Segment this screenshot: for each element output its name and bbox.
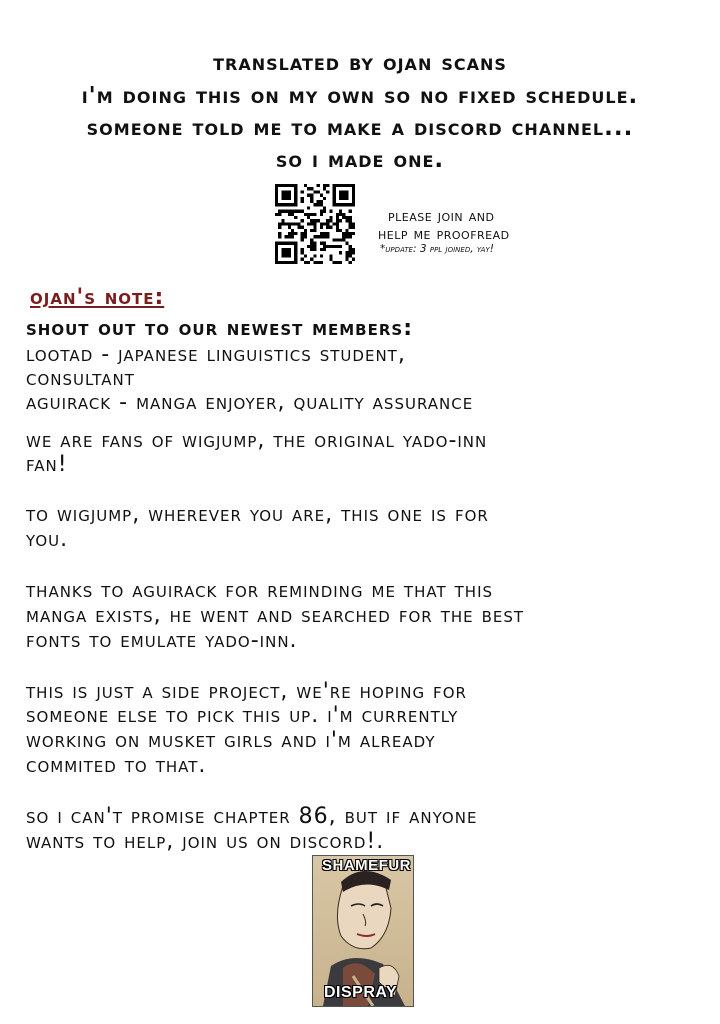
note-line: aguirack - manga enjoyer, quality assurance <box>26 390 474 415</box>
note-line: someone else to pick this up. i'm currently <box>26 703 459 728</box>
discord-qr-code[interactable] <box>275 184 355 264</box>
note-line: working on musket girls and i'm already <box>26 728 436 753</box>
note-line: thanks to aguirack for reminding me that this <box>26 578 494 603</box>
note-line: manga exists, he went and searched for the best <box>26 603 525 628</box>
note-line: you. <box>26 527 69 552</box>
meme-bottom-text: DISPRAY <box>324 984 398 1001</box>
meme-top-text: SHAMEFUR <box>322 857 411 874</box>
note-title: ojan's note: <box>30 285 165 310</box>
note-line: lootad - japanese linguistics student, <box>26 342 406 367</box>
note-line: to wigjump, wherever you are, this one is for <box>26 502 489 527</box>
note-line: fonts to emulate yado-inn. <box>26 628 298 653</box>
note-line: wants to help, join us on discord!. <box>26 829 385 854</box>
note-line: this is just a side project, we're hoping for <box>26 679 467 704</box>
note-line: shout out to our newest members: <box>26 316 414 341</box>
update-note: *update: 3 ppl joined, yay! <box>380 243 494 255</box>
schedule-line: i'm doing this on my own so no fixed schedule. <box>81 83 639 109</box>
note-line: fan! <box>26 452 68 477</box>
note-line: commited to that. <box>26 753 207 778</box>
made-one-line: so i made one. <box>275 147 445 173</box>
note-line: consultant <box>26 366 135 391</box>
join-line-2: help me proofread <box>378 224 510 243</box>
note-line: so i can't promise chapter 86, but if anyone <box>26 804 478 829</box>
translated-by-line: translated by ojan scans <box>213 50 507 76</box>
note-line: we are fans of wigjump, the original yado-inn <box>26 428 488 453</box>
discord-request-line: someone told me to make a discord channel... <box>86 115 634 141</box>
join-line-1: please join and <box>388 206 495 225</box>
